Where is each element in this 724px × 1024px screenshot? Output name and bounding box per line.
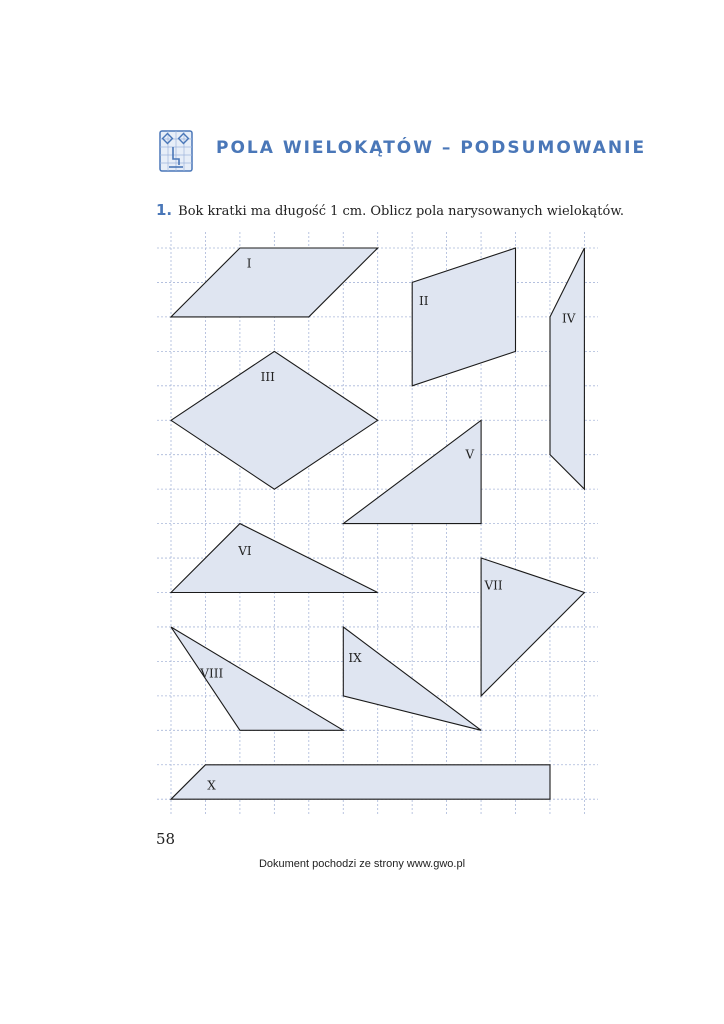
polygon-label: III — [260, 370, 275, 384]
task-number: 1. — [156, 201, 173, 219]
polygon-label: VII — [484, 578, 503, 593]
polygon-label: VIII — [200, 666, 224, 681]
page-number: 58 — [156, 830, 176, 848]
polygon-ix — [343, 627, 481, 730]
polygon-viii — [171, 627, 343, 730]
polygon-x — [171, 765, 550, 799]
polygon-label: II — [419, 294, 429, 309]
polygon-label: VI — [238, 544, 252, 558]
task-text: Bok kratki ma długość 1 cm. Oblicz pola narysowanych wielokątów. — [178, 204, 625, 219]
polygon-label: I — [246, 256, 252, 271]
polygon-label: IV — [562, 311, 576, 326]
footer-source: Dokument pochodzi ze strony www.gwo.pl — [258, 858, 466, 870]
page-title: POLA WIELOKĄTÓW – PODSUMOWANIE — [216, 138, 647, 158]
polygon-label: X — [207, 778, 216, 793]
polygon-v — [343, 420, 481, 523]
polygon-label: V — [465, 447, 475, 462]
polygon-iv — [550, 248, 584, 489]
polygon-label: IX — [348, 650, 362, 665]
polygon-ii — [412, 248, 515, 386]
